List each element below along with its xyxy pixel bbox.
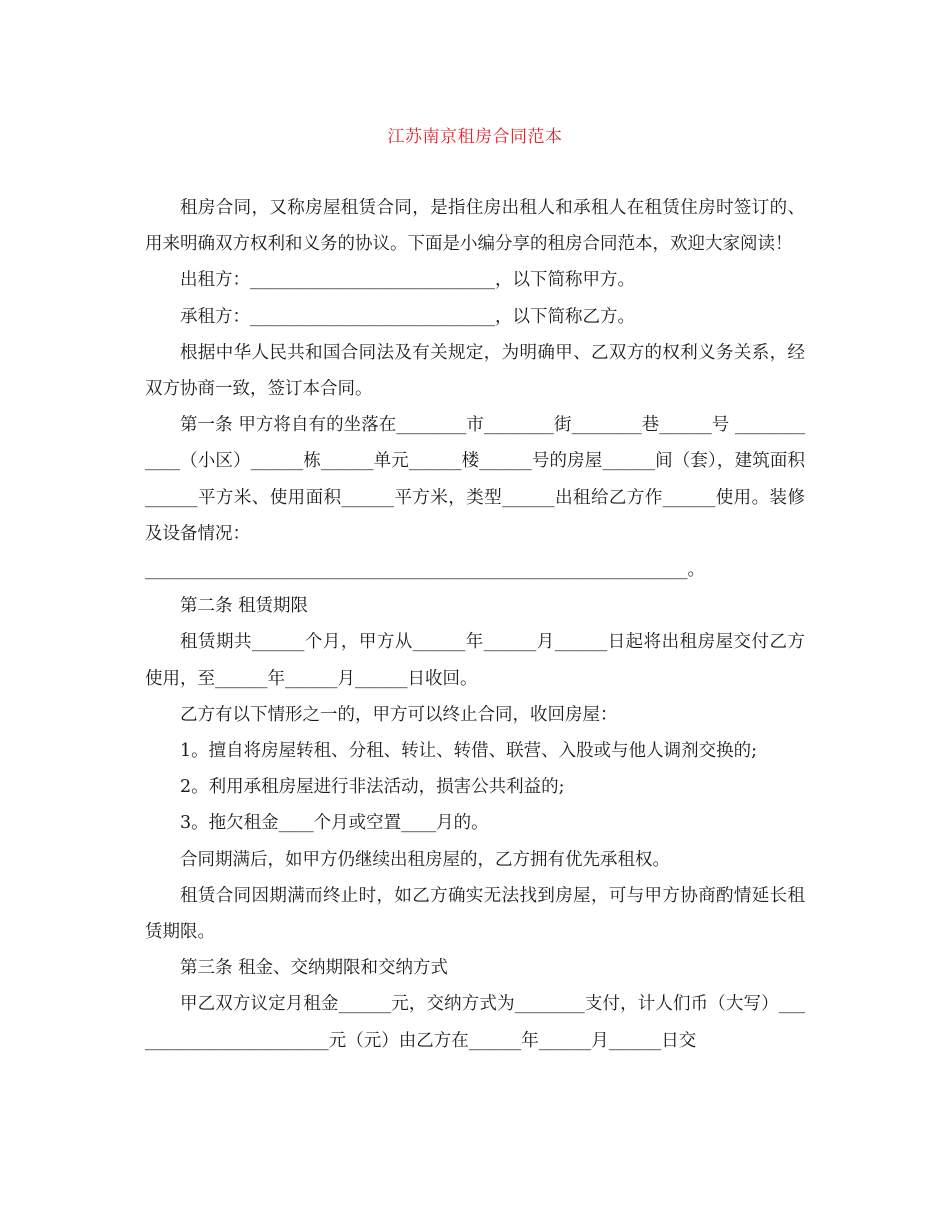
extension-paragraph: 租赁合同因期满而终止时，如乙方确实无法找到房屋，可与甲方协商酌情延长租赁期限。: [145, 885, 805, 943]
termination-item-2: 2。利用承租房屋进行非法活动，损害公共利益的;: [180, 777, 565, 798]
lessor-line: 出租方：____________________________，以下简称甲方。: [180, 270, 635, 291]
rent-payment-paragraph: 甲乙双方议定月租金______元，交纳方式为________支付，计人们币（大写）________________________元（元）由乙方在______年______月______日交: [145, 994, 805, 1051]
termination-intro: 乙方有以下情形之一的，甲方可以终止合同，收回房屋：: [180, 704, 618, 725]
renewal-priority-paragraph: 合同期满后，如甲方仍继续出租房屋的，乙方拥有优先承租权。: [180, 849, 670, 870]
lease-term-paragraph: 租赁期共______个月，甲方从______年______月______日起将出租房屋交付乙方使用，至______年______月______日收回。: [145, 632, 805, 689]
legal-basis-paragraph: 根据中华人民共和国合同法及有关规定，为明确甲、乙双方的权利义务关系，经双方协商一致，签订本合同。: [145, 342, 805, 400]
termination-item-3: 3。拖欠租金____个月或空置____月的。: [180, 813, 489, 834]
termination-item-1: 1。擅自将房屋转租、分租、转让、转借、联营、入股或与他人调剂交换的;: [180, 741, 758, 762]
document-title: 江苏南京租房合同范本: [387, 127, 563, 147]
document-body: [145, 190, 805, 1059]
article-1-paragraph: 第一条 甲方将自有的坐落在________市________街________巷______号 ____________（小区）______栋______单元______楼______号的房屋______间（套），建筑面积______平方米、使用面积______平方米，类型______出租给乙方作______使用。装修及设备情况：: [145, 415, 805, 544]
lessee-line: 承租方：____________________________，以下简称乙方。: [180, 306, 635, 327]
decoration-blank-line: ______________________________________________________________。: [145, 560, 705, 581]
article-3-heading: 第三条 租金、交纳期限和交纳方式: [180, 958, 449, 979]
article-2-heading: 第二条 租赁期限: [180, 596, 309, 617]
intro-paragraph: 租房合同，又称房屋租赁合同，是指住房出租人和承租人在租赁住房时签订的、用来明确双方权利和义务的协议。下面是小编分享的租房合同范本，欢迎大家阅读！: [145, 198, 805, 255]
